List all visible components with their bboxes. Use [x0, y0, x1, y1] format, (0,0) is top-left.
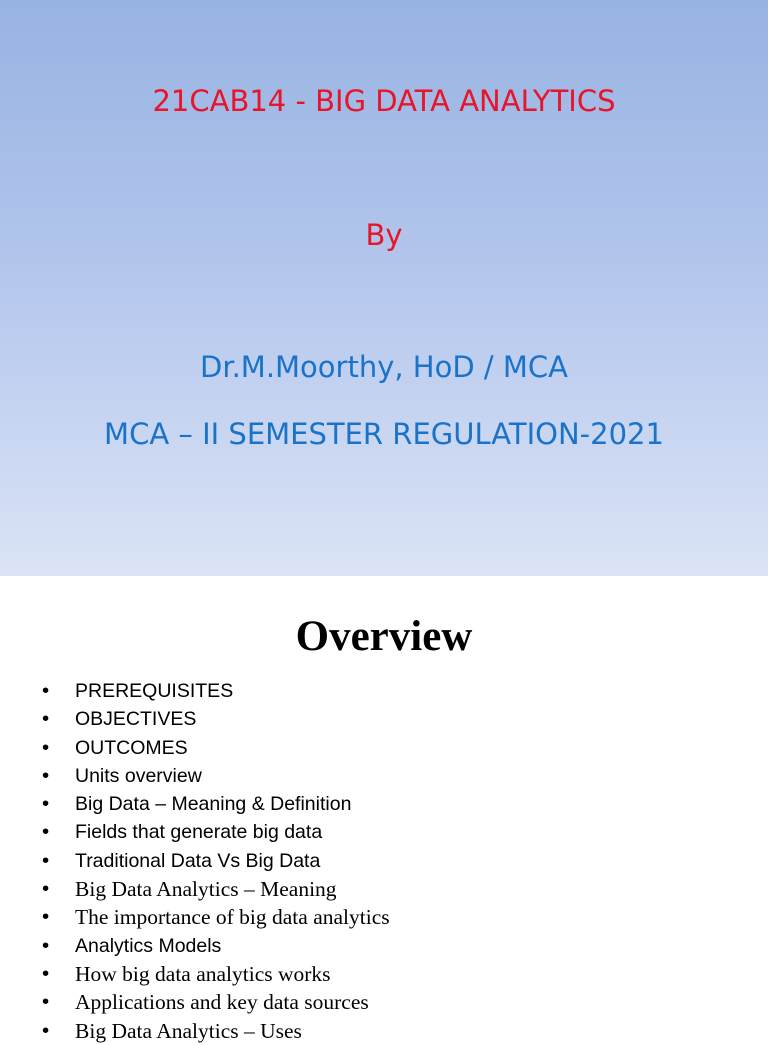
- list-item-label: Fields that generate big data: [75, 821, 323, 844]
- list-item: [0, 1017, 768, 1045]
- bullet-icon: •: [42, 933, 50, 957]
- bullet-icon: •: [42, 792, 50, 816]
- list-item-label: Traditional Data Vs Big Data: [75, 849, 321, 872]
- list-item-label: OBJECTIVES: [75, 708, 197, 731]
- list-item-label: How big data analytics works: [75, 961, 331, 986]
- overview-heading: Overview: [295, 613, 473, 660]
- list-item: [0, 705, 768, 733]
- bullet-icon: •: [42, 961, 50, 985]
- list-item-label: Big Data Analytics – Uses: [75, 1018, 302, 1043]
- list-item-label: Units overview: [75, 764, 202, 787]
- list-item-label: Applications and key data sources: [75, 990, 369, 1015]
- list-item-label: Big Data – Meaning & Definition: [75, 793, 352, 816]
- list-item: [0, 762, 768, 790]
- list-item-label: OUTCOMES: [75, 736, 188, 759]
- list-item: [0, 818, 768, 846]
- overview-slide: [0, 576, 768, 1043]
- course-title: 21CAB14 - BIG DATA ANALYTICS: [152, 84, 616, 118]
- bullet-icon: •: [42, 877, 50, 901]
- list-item: [0, 677, 768, 705]
- author-name: Dr.M.Moorthy, HoD / MCA: [199, 350, 569, 384]
- list-item: [0, 932, 768, 960]
- bullet-icon: •: [42, 679, 50, 702]
- list-item-label: The importance of big data analytics: [75, 905, 390, 930]
- list-item-label: Analytics Models: [75, 934, 222, 957]
- bullet-icon: •: [42, 848, 50, 872]
- by-label: By: [365, 218, 403, 252]
- list-item-label: PREREQUISITES: [75, 680, 234, 702]
- bullet-icon: •: [42, 905, 50, 929]
- bullet-icon: •: [42, 735, 50, 759]
- list-item: [0, 875, 768, 903]
- list-item: [0, 790, 768, 818]
- overview-list: [0, 677, 768, 1045]
- bullet-icon: •: [42, 820, 50, 844]
- bullet-icon: •: [42, 1018, 50, 1042]
- bullet-icon: •: [42, 990, 50, 1014]
- list-item: [0, 903, 768, 931]
- list-item: [0, 847, 768, 875]
- list-item-label: Big Data Analytics – Meaning: [75, 877, 337, 902]
- bullet-icon: •: [42, 763, 50, 787]
- list-item: [0, 988, 768, 1016]
- semester-regulation: MCA – II SEMESTER REGULATION-2021: [104, 417, 664, 451]
- list-item: [0, 960, 768, 988]
- bullet-icon: •: [42, 707, 50, 731]
- list-item: [0, 734, 768, 762]
